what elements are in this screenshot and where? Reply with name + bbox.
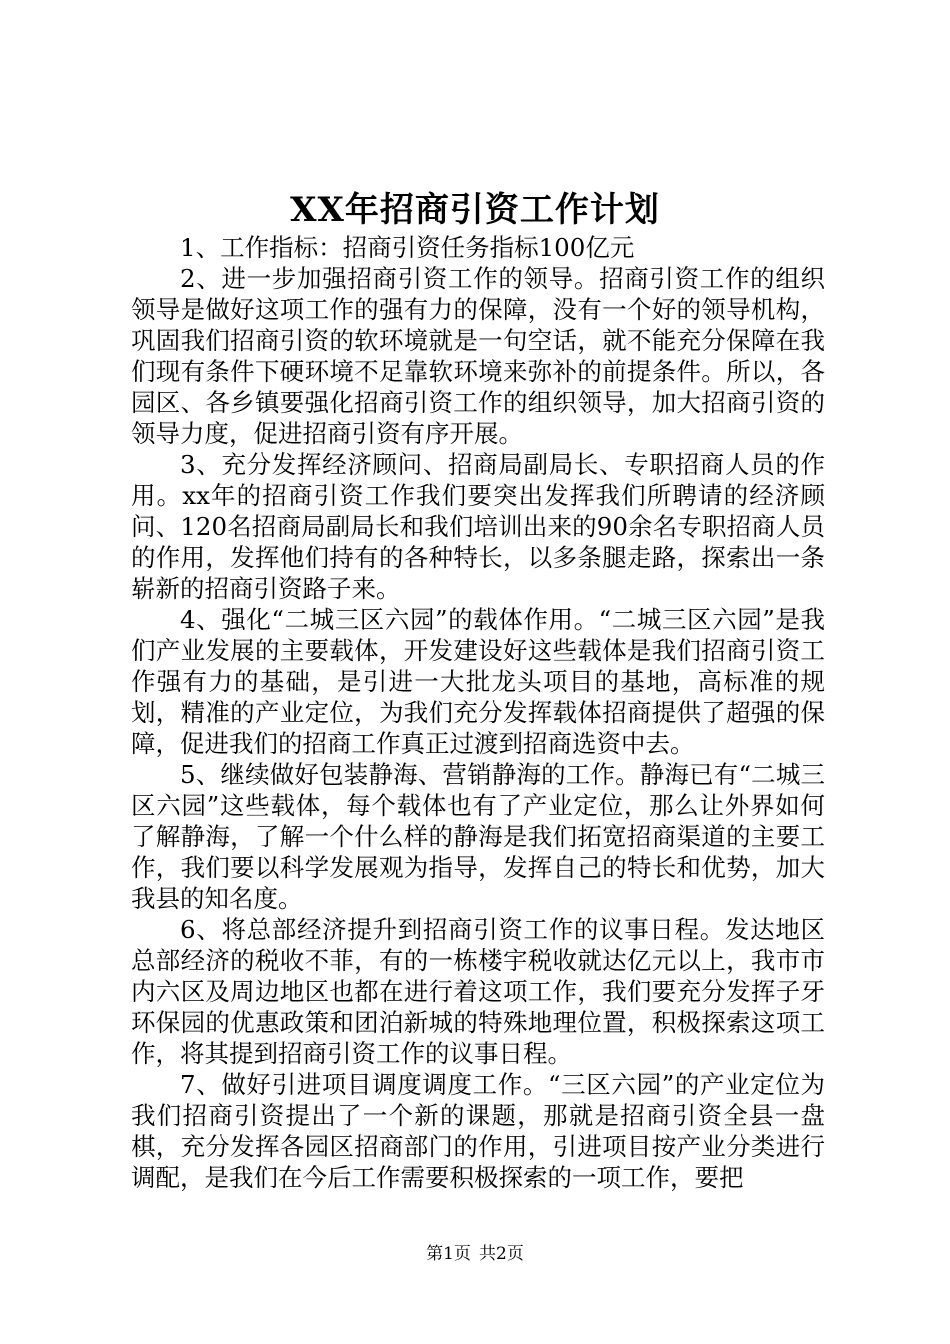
document-title: XX年招商引资工作计划 xyxy=(290,190,660,230)
paragraph-3: 3、充分发挥经济顾问、招商局副局长、专职招商人员的作用。xx年的招商引资工作我们要突出发挥我们所聘请的经济顾问、120名招商局副局长和我们培训出来的90余名专职招商人员的作用，发挥他们持有的各种特长，以多条腿走路，探索出一条崭新的招商引资路子来。 xyxy=(131,450,825,603)
page-number: 第1页 xyxy=(426,1244,471,1264)
paragraph-6: 6、将总部经济提升到招商引资工作的议事日程。发达地区总部经济的税收不菲，有的一栋楼宇税收就达亿元以上，我市市内六区及周边地区也都在进行着这项工作，我们要充分发挥子牙环保园的优惠政策和团泊新城的特殊地理位置，积极探索这项工作，将其提到招商引资工作的议事日程。 xyxy=(131,915,825,1068)
page-footer xyxy=(0,1242,950,1266)
paragraph-2: 2、进一步加强招商引资工作的领导。招商引资工作的组织领导是做好这项工作的强有力的保障，没有一个好的领导机构，巩固我们招商引资的软环境就是一句空话，就不能充分保障在我们现有条件下硬环境不足靠软环境来弥补的前提条件。所以，各园区、各乡镇要强化招商引资工作的组织领导，加大招商引资的领导力度，促进招商引资有序开展。 xyxy=(131,264,825,448)
page-total: 共2页 xyxy=(479,1244,524,1264)
document-body xyxy=(131,232,825,1193)
paragraph-1: 1、工作指标：招商引资任务指标100亿元 xyxy=(180,233,635,262)
paragraph-4: 4、强化“二城三区六园”的载体作用。“二城三区六园”是我们产业发展的主要载体，开发建设好这些载体是我们招商引资工作强有力的基础，是引进一大批龙头项目的基地，高标准的规划，精准的产业定位，为我们充分发挥载体招商提供了超强的保障，促进我们的招商工作真正过渡到招商选资中去。 xyxy=(131,605,825,758)
paragraph-5: 5、继续做好包装静海、营销静海的工作。静海已有“二城三区六园”这些载体，每个载体也有了产业定位，那么让外界如何了解静海，了解一个什么样的静海是我们拓宽招商渠道的主要工作，我们要以科学发展观为指导，发挥自己的特长和优势，加大我县的知名度。 xyxy=(131,760,825,913)
paragraph-7: 7、做好引进项目调度调度工作。“三区六园”的产业定位为我们招商引资提出了一个新的课题，那就是招商引资全县一盘棋，充分发挥各园区招商部门的作用，引进项目按产业分类进行调配，是我们在今后工作需要积极探索的一项工作，要把 xyxy=(131,1070,825,1192)
